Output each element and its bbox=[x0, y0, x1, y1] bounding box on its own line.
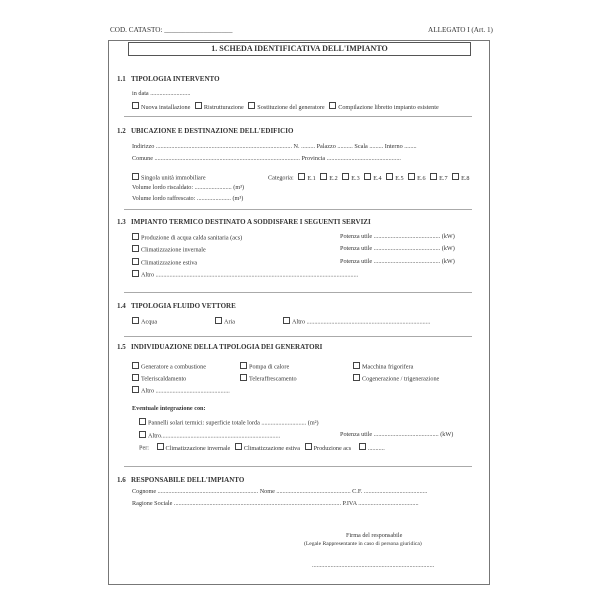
checkbox-icon[interactable] bbox=[298, 173, 305, 180]
checkbox-icon[interactable] bbox=[195, 102, 202, 109]
per-label: Per: bbox=[139, 444, 149, 452]
categoria-e5[interactable]: E.5 bbox=[386, 175, 403, 182]
service-estiva[interactable]: Climatizzazione estiva bbox=[132, 258, 197, 267]
cod-catasto: COD. CATASTO: ___________________ bbox=[110, 26, 233, 34]
section-number: 1.4 bbox=[117, 302, 126, 310]
checkbox-icon[interactable] bbox=[132, 102, 139, 109]
integrazione-potenza[interactable]: Potenza utile .......................................... (kW) bbox=[340, 431, 454, 438]
potenza-estiva[interactable]: Potenza utile ........................................... (kW) bbox=[340, 258, 455, 265]
divider bbox=[124, 116, 472, 117]
checkbox-icon[interactable] bbox=[353, 362, 360, 369]
checkbox-icon[interactable] bbox=[132, 317, 139, 324]
categoria-e4[interactable]: E.4 bbox=[364, 175, 381, 182]
firma-line[interactable]: ............................................................................... bbox=[312, 562, 435, 569]
checkbox-icon[interactable] bbox=[452, 173, 459, 180]
checkbox-icon[interactable] bbox=[430, 173, 437, 180]
per-other[interactable]: ........... bbox=[359, 445, 385, 452]
per-invernale[interactable]: Climatizzazione invernale bbox=[157, 445, 231, 452]
per-acs[interactable]: Produzione acs bbox=[305, 445, 352, 452]
checkbox-icon[interactable] bbox=[132, 374, 139, 381]
gen-pompa-calore[interactable]: Pompa di calore bbox=[240, 362, 289, 371]
per-estiva[interactable]: Climatizzazione estiva bbox=[235, 445, 300, 452]
gen-macchina-frigorifera[interactable]: Macchina frigorifera bbox=[353, 362, 413, 371]
checkbox-icon[interactable] bbox=[364, 173, 371, 180]
checkbox-icon[interactable] bbox=[305, 443, 312, 450]
fluido-altro[interactable]: Altro ................................................................................ bbox=[283, 317, 430, 326]
divider bbox=[124, 209, 472, 210]
categoria-e2[interactable]: E.2 bbox=[320, 175, 337, 182]
option-ristrutturazione[interactable]: Ristrutturazione bbox=[195, 104, 244, 111]
checkbox-icon[interactable] bbox=[132, 258, 139, 265]
checkbox-icon[interactable] bbox=[353, 374, 360, 381]
checkbox-icon[interactable] bbox=[386, 173, 393, 180]
potenza-acs[interactable]: Potenza utile ........................................... (kW) bbox=[340, 233, 455, 240]
section-number: 1.3 bbox=[117, 218, 126, 226]
option-sostituzione-generatore[interactable]: Sostituzione del generatore bbox=[248, 104, 324, 111]
option-compilazione-libretto[interactable]: Compilazione libretto impianto esistente bbox=[329, 104, 439, 111]
section-1-3-title bbox=[117, 218, 371, 226]
categoria-e3[interactable]: E.3 bbox=[342, 175, 359, 182]
section-1-4-title bbox=[117, 302, 236, 310]
checkbox-icon[interactable] bbox=[132, 362, 139, 369]
section-1-6-title bbox=[117, 476, 244, 484]
section-number: 1.1 bbox=[117, 75, 126, 83]
checkbox-icon[interactable] bbox=[235, 443, 242, 450]
section-1-1-title bbox=[117, 75, 220, 83]
comune-line[interactable]: Comune .............................................................................................. Provincia ................................................ bbox=[132, 155, 401, 162]
fluido-aria[interactable]: Aria bbox=[215, 317, 235, 326]
divider bbox=[124, 466, 472, 467]
checkbox-icon[interactable] bbox=[139, 418, 146, 425]
section-number: 1.2 bbox=[117, 127, 126, 135]
integrazione-altro[interactable]: Altro............................................................................. bbox=[139, 431, 280, 440]
checkbox-icon[interactable] bbox=[359, 443, 366, 450]
section-title-text: TIPOLOGIA FLUIDO VETTORE bbox=[131, 302, 236, 310]
gen-teleriscaldamento[interactable]: Teleriscaldamento bbox=[132, 374, 186, 383]
data-intervento: in data .......................... bbox=[132, 90, 191, 97]
section-number: 1.5 bbox=[117, 343, 126, 351]
integrazione-per bbox=[139, 443, 385, 452]
categoria-label: Categoria: bbox=[268, 174, 294, 182]
checkbox-icon[interactable] bbox=[215, 317, 222, 324]
section-title-text: IMPIANTO TERMICO DESTINATO A SODDISFARE I SEGUENTI SERVIZI bbox=[131, 218, 371, 226]
checkbox-icon[interactable] bbox=[283, 317, 290, 324]
volume-riscaldato[interactable]: Volume lordo riscaldato: ........................ (m³) bbox=[132, 184, 245, 191]
gen-teleraffrescamento[interactable]: Teleraffrescamento bbox=[240, 374, 297, 383]
checkbox-icon[interactable] bbox=[240, 362, 247, 369]
gen-combustione[interactable]: Generatore a combustione bbox=[132, 362, 206, 371]
section-1-5-title bbox=[117, 343, 322, 351]
section-1-2-title bbox=[117, 127, 293, 135]
section-number: 1.6 bbox=[117, 476, 126, 484]
checkbox-icon[interactable] bbox=[157, 443, 164, 450]
service-altro[interactable]: Altro ................................................................................................................................... bbox=[132, 270, 358, 279]
section-title-text: RESPONSABILE DELL'IMPIANTO bbox=[131, 476, 245, 484]
categoria-e6[interactable]: E.6 bbox=[408, 175, 425, 182]
checkbox-icon[interactable] bbox=[248, 102, 255, 109]
gen-cogenerazione[interactable]: Cogenerazione / trigenerazione bbox=[353, 374, 439, 383]
checkbox-icon[interactable] bbox=[132, 245, 139, 252]
intervento-options bbox=[132, 102, 439, 111]
checkbox-icon[interactable] bbox=[320, 173, 327, 180]
integrazione-title: Eventuale integrazione con: bbox=[132, 405, 206, 412]
gen-altro[interactable]: Altro ................................................ bbox=[132, 386, 230, 395]
singola-unita[interactable]: Singola unità immobiliare bbox=[132, 173, 206, 182]
legale-rappresentante-label: (Legale Rappresentante in caso di persona giuridica) bbox=[304, 541, 422, 547]
cognome-nome-cf[interactable]: Cognome ................................................................. Nome ................................................ C.F. ......................................... bbox=[132, 488, 428, 495]
service-acs[interactable]: Produzione di acqua calda sanitaria (acs) bbox=[132, 233, 242, 242]
categoria-e8[interactable]: E.8 bbox=[452, 175, 469, 182]
service-invernale[interactable]: Climatizzazione invernale bbox=[132, 245, 206, 254]
section-title-text: UBICAZIONE E DESTINAZIONE DELL'EDIFICIO bbox=[131, 127, 294, 135]
checkbox-icon[interactable] bbox=[132, 173, 139, 180]
checkbox-icon[interactable] bbox=[408, 173, 415, 180]
pannelli-solari[interactable]: Pannelli solari termici: superficie totale lorda ............................. (m²) bbox=[139, 418, 319, 427]
categoria-e7[interactable]: E.7 bbox=[430, 175, 447, 182]
potenza-invernale[interactable]: Potenza utile ........................................... (kW) bbox=[340, 245, 455, 252]
checkbox-icon[interactable] bbox=[240, 374, 247, 381]
checkbox-icon[interactable] bbox=[132, 386, 139, 393]
checkbox-icon[interactable] bbox=[139, 431, 146, 438]
divider bbox=[124, 336, 472, 337]
fluido-acqua[interactable]: Acqua bbox=[132, 317, 157, 326]
allegato-label: ALLEGATO I (Art. 1) bbox=[428, 26, 493, 34]
categoria-options bbox=[268, 173, 470, 182]
divider bbox=[124, 292, 472, 293]
form-title: 1. SCHEDA IDENTIFICATIVA DELL'IMPIANTO bbox=[128, 42, 471, 56]
checkbox-icon[interactable] bbox=[342, 173, 349, 180]
section-title-text: INDIVIDUAZIONE DELLA TIPOLOGIA DEI GENERATORI bbox=[131, 343, 323, 351]
section-title-text: TIPOLOGIA INTERVENTO bbox=[131, 75, 220, 83]
firma-label: Firma del responsabile bbox=[346, 532, 403, 539]
checkbox-icon[interactable] bbox=[329, 102, 336, 109]
categoria-e1[interactable]: E.1 bbox=[298, 175, 315, 182]
volume-raffrescato[interactable]: Volume lordo raffrescato: ...................... (m³) bbox=[132, 195, 244, 202]
checkbox-icon[interactable] bbox=[132, 270, 139, 277]
checkbox-icon[interactable] bbox=[132, 233, 139, 240]
option-nuova-installazione[interactable]: Nuova installazione bbox=[132, 104, 190, 111]
ragione-sociale-piva[interactable]: Ragione Sociale ............................................................................................................ P.IVA ....................................... bbox=[132, 500, 419, 507]
indirizzo-line[interactable]: Indirizzo ........................................................................................ N. ......... Palazzo .......... Scala ......... Interno ........ bbox=[132, 143, 417, 150]
